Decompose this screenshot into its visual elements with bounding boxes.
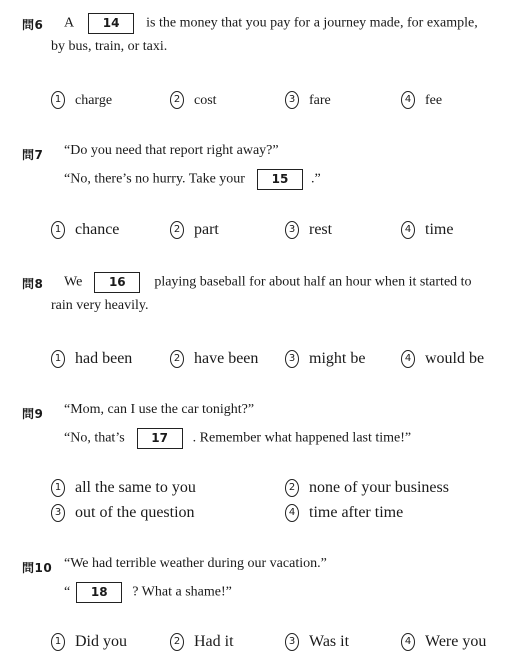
question-line-1: “Do you need that report right away?” [64, 143, 279, 158]
option-1[interactable]: 1 all the same to you [51, 479, 196, 497]
circled-number-icon: 1 [51, 91, 65, 109]
circled-number-icon: 2 [170, 633, 184, 651]
option-4[interactable]: 4 fee [401, 91, 442, 109]
question-number: 問6 [22, 18, 44, 32]
option-2[interactable]: 2 part [170, 221, 219, 239]
circled-number-icon: 1 [51, 633, 65, 651]
option-1[interactable]: 1 had been [51, 350, 132, 368]
question-line-2: rain very heavily. [51, 298, 149, 313]
circled-number-icon: 2 [170, 350, 184, 368]
option-3[interactable]: 3 fare [285, 91, 331, 109]
circled-number-icon: 3 [285, 350, 299, 368]
question-number: 問8 [22, 277, 44, 291]
question-number: 問7 [22, 148, 44, 162]
circled-number-icon: 4 [285, 504, 299, 522]
option-4[interactable]: 4 Were you [401, 633, 486, 651]
circled-number-icon: 4 [401, 221, 415, 239]
option-4[interactable]: 4 time after time [285, 504, 403, 522]
circled-number-icon: 4 [401, 633, 415, 651]
option-1[interactable]: 1 chance [51, 221, 119, 239]
question-line-1: A 14 is the money that you pay for a journey made, for example, [64, 13, 478, 34]
question-line-1: “We had terrible weather during our vacation.” [64, 556, 327, 571]
option-3[interactable]: 3 might be [285, 350, 365, 368]
circled-number-icon: 2 [285, 479, 299, 497]
circled-number-icon: 4 [401, 350, 415, 368]
option-3[interactable]: 3 Was it [285, 633, 349, 651]
option-4[interactable]: 4 would be [401, 350, 484, 368]
circled-number-icon: 2 [170, 221, 184, 239]
question-number: 問9 [22, 407, 44, 421]
circled-number-icon: 3 [51, 504, 65, 522]
circled-number-icon: 3 [285, 91, 299, 109]
circled-number-icon: 1 [51, 221, 65, 239]
question-line-2: by bus, train, or taxi. [51, 39, 168, 54]
circled-number-icon: 3 [285, 221, 299, 239]
circled-number-icon: 4 [401, 91, 415, 109]
option-2[interactable]: 2 have been [170, 350, 258, 368]
answer-blank: 16 [94, 272, 140, 293]
circled-number-icon: 1 [51, 479, 65, 497]
answer-blank: 18 [76, 582, 122, 603]
option-4[interactable]: 4 time [401, 221, 453, 239]
option-2[interactable]: 2 cost [170, 91, 217, 109]
question-line-2: “No, that’s 17 . Remember what happened last time!” [64, 428, 411, 449]
answer-blank: 15 [257, 169, 303, 190]
answer-blank: 17 [137, 428, 183, 449]
option-2[interactable]: 2 none of your business [285, 479, 449, 497]
question-line-1: We 16 playing baseball for about half an hour when it started to [64, 272, 472, 293]
question-line-2: “ 18 ? What a shame!” [64, 582, 232, 603]
circled-number-icon: 2 [170, 91, 184, 109]
option-3[interactable]: 3 rest [285, 221, 332, 239]
question-line-1: “Mom, can I use the car tonight?” [64, 402, 255, 417]
option-1[interactable]: 1 charge [51, 91, 112, 109]
option-1[interactable]: 1 Did you [51, 633, 127, 651]
option-2[interactable]: 2 Had it [170, 633, 234, 651]
answer-blank: 14 [88, 13, 134, 34]
circled-number-icon: 3 [285, 633, 299, 651]
question-line-2: “No, there’s no hurry. Take your 15 .” [64, 169, 321, 190]
option-3[interactable]: 3 out of the question [51, 504, 195, 522]
circled-number-icon: 1 [51, 350, 65, 368]
question-number: 問10 [22, 561, 53, 575]
